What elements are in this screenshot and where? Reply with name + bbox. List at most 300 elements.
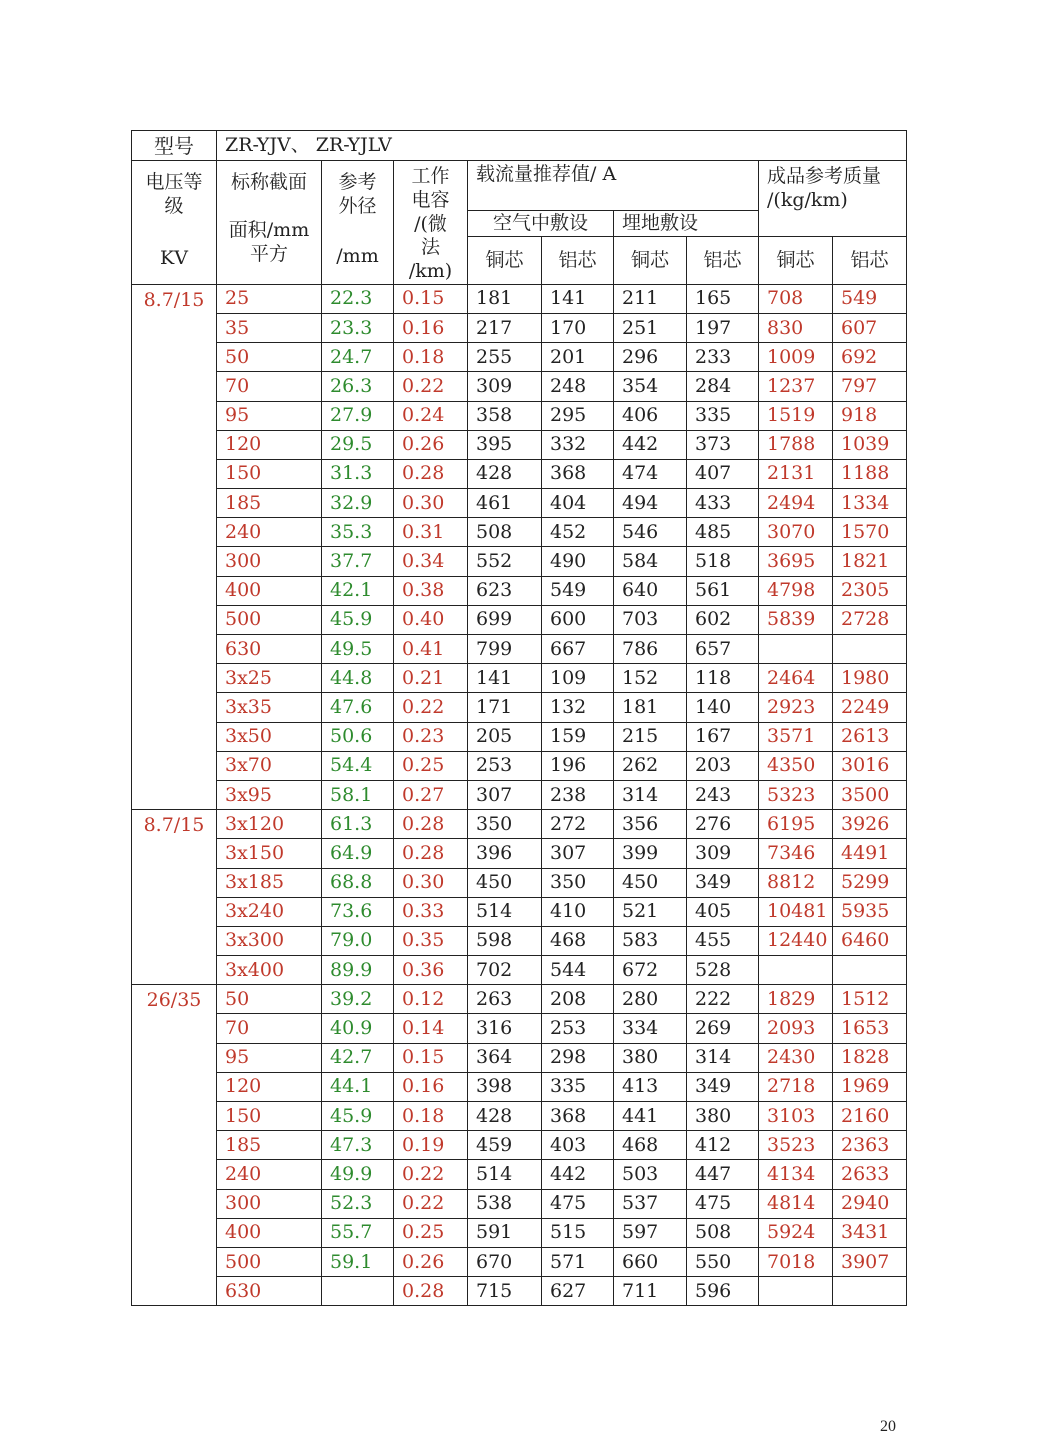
section-cell: 95 bbox=[217, 401, 322, 430]
air-aluminum-cell: 442 bbox=[542, 1160, 614, 1189]
weight-copper-cell: 1009 bbox=[759, 343, 833, 372]
section-header-line-1: 标称截面 bbox=[230, 171, 307, 193]
weight-aluminum-cell: 1821 bbox=[833, 547, 907, 576]
air-copper-cell: 538 bbox=[468, 1189, 542, 1218]
voltage-header bbox=[132, 161, 217, 285]
weight-copper-cell: 2923 bbox=[759, 693, 833, 722]
capacitance-cell: 0.22 bbox=[394, 1160, 468, 1189]
air-copper-cell: 217 bbox=[468, 313, 542, 342]
diameter-cell: 42.1 bbox=[322, 576, 394, 605]
air-copper-cell: 459 bbox=[468, 1131, 542, 1160]
ground-aluminum-cell: 349 bbox=[687, 868, 759, 897]
weight-copper-cell bbox=[759, 1277, 833, 1306]
page-number: 20 bbox=[880, 1418, 896, 1435]
weight-aluminum-cell: 5299 bbox=[833, 868, 907, 897]
air-copper-cell: 364 bbox=[468, 1043, 542, 1072]
table-row bbox=[132, 343, 907, 372]
section-cell: 50 bbox=[217, 985, 322, 1014]
capacitance-cell: 0.15 bbox=[394, 284, 468, 313]
weight-aluminum-cell: 1039 bbox=[833, 430, 907, 459]
diameter-cell: 68.8 bbox=[322, 868, 394, 897]
ground-aluminum-cell: 269 bbox=[687, 1014, 759, 1043]
ground-copper-cell: 356 bbox=[614, 810, 687, 839]
table-row bbox=[132, 693, 907, 722]
diameter-cell: 45.9 bbox=[322, 605, 394, 634]
diameter-header-line-2: 外径 bbox=[338, 194, 377, 217]
air-aluminum-cell: 410 bbox=[542, 897, 614, 926]
weight-copper-cell: 5323 bbox=[759, 780, 833, 809]
diameter-header-unit: /mm bbox=[336, 244, 379, 267]
air-aluminum-cell: 475 bbox=[542, 1189, 614, 1218]
air-copper-cell: 181 bbox=[468, 284, 542, 313]
capacitance-cell: 0.15 bbox=[394, 1043, 468, 1072]
capacitance-cell: 0.25 bbox=[394, 751, 468, 780]
weight-aluminum-cell: 1570 bbox=[833, 518, 907, 547]
ground-aluminum-cell: 508 bbox=[687, 1218, 759, 1247]
diameter-cell: 40.9 bbox=[322, 1014, 394, 1043]
weight-aluminum-cell: 1653 bbox=[833, 1014, 907, 1043]
ground-aluminum-cell: 140 bbox=[687, 693, 759, 722]
diameter-cell: 50.6 bbox=[322, 722, 394, 751]
diameter-cell: 49.9 bbox=[322, 1160, 394, 1189]
diameter-cell: 44.8 bbox=[322, 664, 394, 693]
diameter-cell: 31.3 bbox=[322, 459, 394, 488]
air-copper-cell: 428 bbox=[468, 459, 542, 488]
ground-copper-cell: 314 bbox=[614, 780, 687, 809]
weight-copper-cell: 2131 bbox=[759, 459, 833, 488]
ground-copper-cell: 786 bbox=[614, 635, 687, 664]
ground-aluminum-cell: 197 bbox=[687, 313, 759, 342]
ground-copper-cell: 380 bbox=[614, 1043, 687, 1072]
diameter-cell: 37.7 bbox=[322, 547, 394, 576]
weight-copper-cell: 5924 bbox=[759, 1218, 833, 1247]
capacitance-cell: 0.14 bbox=[394, 1014, 468, 1043]
section-cell: 3x400 bbox=[217, 956, 322, 985]
air-aluminum-cell: 335 bbox=[542, 1072, 614, 1101]
section-cell: 240 bbox=[217, 518, 322, 547]
table-row bbox=[132, 1072, 907, 1101]
weight-copper-cell: 1519 bbox=[759, 401, 833, 430]
weight-copper-cell: 3571 bbox=[759, 722, 833, 751]
voltage-cell: 8.7/15 bbox=[132, 810, 217, 985]
ground-aluminum-cell: 550 bbox=[687, 1247, 759, 1276]
capacitance-cell: 0.18 bbox=[394, 343, 468, 372]
ground-copper-cell: 413 bbox=[614, 1072, 687, 1101]
diameter-cell: 47.3 bbox=[322, 1131, 394, 1160]
diameter-cell: 35.3 bbox=[322, 518, 394, 547]
weight-aluminum-cell: 2249 bbox=[833, 693, 907, 722]
ground-aluminum-cell: 309 bbox=[687, 839, 759, 868]
capacitance-cell: 0.19 bbox=[394, 1131, 468, 1160]
diameter-cell: 54.4 bbox=[322, 751, 394, 780]
weight-copper-cell: 8812 bbox=[759, 868, 833, 897]
table-row bbox=[132, 985, 907, 1014]
ground-copper-cell: 583 bbox=[614, 926, 687, 955]
voltage-header-line-1: 电压等 bbox=[145, 171, 203, 193]
weight-copper-cell: 7018 bbox=[759, 1247, 833, 1276]
weight-aluminum-cell: 1334 bbox=[833, 489, 907, 518]
weight-copper-cell: 2464 bbox=[759, 664, 833, 693]
weight-copper-cell bbox=[759, 956, 833, 985]
weight-header-line-2: /(kg/km) bbox=[767, 188, 848, 211]
weight-header-line-1: 成品参考质量 bbox=[767, 165, 882, 187]
air-copper-cell: 670 bbox=[468, 1247, 542, 1276]
weight-aluminum-cell: 1980 bbox=[833, 664, 907, 693]
diameter-cell: 23.3 bbox=[322, 313, 394, 342]
ground-aluminum-cell: 518 bbox=[687, 547, 759, 576]
ground-copper-cell: 584 bbox=[614, 547, 687, 576]
table-row bbox=[132, 372, 907, 401]
section-cell: 3x50 bbox=[217, 722, 322, 751]
section-cell: 500 bbox=[217, 1247, 322, 1276]
ground-copper-cell: 406 bbox=[614, 401, 687, 430]
weight-copper-cell: 3695 bbox=[759, 547, 833, 576]
section-cell: 50 bbox=[217, 343, 322, 372]
table-row bbox=[132, 1102, 907, 1131]
table-row bbox=[132, 1014, 907, 1043]
ground-copper-header: 铜芯 bbox=[614, 237, 687, 285]
weight-copper-cell: 1237 bbox=[759, 372, 833, 401]
ground-copper-cell: 711 bbox=[614, 1277, 687, 1306]
air-copper-cell: 205 bbox=[468, 722, 542, 751]
table-row bbox=[132, 868, 907, 897]
weight-copper-cell: 4134 bbox=[759, 1160, 833, 1189]
weight-aluminum-cell: 5935 bbox=[833, 897, 907, 926]
ground-aluminum-cell: 602 bbox=[687, 605, 759, 634]
section-cell: 3x25 bbox=[217, 664, 322, 693]
ground-copper-cell: 494 bbox=[614, 489, 687, 518]
capacitance-cell: 0.28 bbox=[394, 839, 468, 868]
weight-copper-cell: 10481 bbox=[759, 897, 833, 926]
table-row bbox=[132, 284, 907, 313]
table-row bbox=[132, 897, 907, 926]
weight-copper-cell: 4350 bbox=[759, 751, 833, 780]
section-cell: 3x70 bbox=[217, 751, 322, 780]
ground-aluminum-cell: 433 bbox=[687, 489, 759, 518]
diameter-cell: 27.9 bbox=[322, 401, 394, 430]
table-row bbox=[132, 489, 907, 518]
weight-copper-cell: 1788 bbox=[759, 430, 833, 459]
ground-copper-cell: 474 bbox=[614, 459, 687, 488]
ground-copper-cell: 703 bbox=[614, 605, 687, 634]
weight-copper-cell: 4814 bbox=[759, 1189, 833, 1218]
ground-copper-cell: 672 bbox=[614, 956, 687, 985]
weight-aluminum-cell: 607 bbox=[833, 313, 907, 342]
air-copper-cell: 715 bbox=[468, 1277, 542, 1306]
diameter-cell: 44.1 bbox=[322, 1072, 394, 1101]
diameter-cell: 45.9 bbox=[322, 1102, 394, 1131]
capacitance-cell: 0.22 bbox=[394, 1189, 468, 1218]
ground-aluminum-cell: 165 bbox=[687, 284, 759, 313]
air-aluminum-cell: 368 bbox=[542, 1102, 614, 1131]
weight-aluminum-cell: 2633 bbox=[833, 1160, 907, 1189]
air-aluminum-cell: 600 bbox=[542, 605, 614, 634]
ground-copper-cell: 334 bbox=[614, 1014, 687, 1043]
air-copper-cell: 598 bbox=[468, 926, 542, 955]
air-aluminum-cell: 667 bbox=[542, 635, 614, 664]
table-row bbox=[132, 547, 907, 576]
ground-aluminum-cell: 485 bbox=[687, 518, 759, 547]
diameter-cell: 79.0 bbox=[322, 926, 394, 955]
weight-aluminum-cell: 1512 bbox=[833, 985, 907, 1014]
table-row bbox=[132, 401, 907, 430]
weight-aluminum-cell: 692 bbox=[833, 343, 907, 372]
capacitance-cell: 0.30 bbox=[394, 868, 468, 897]
ground-aluminum-cell: 118 bbox=[687, 664, 759, 693]
ground-aluminum-cell: 407 bbox=[687, 459, 759, 488]
table-row bbox=[132, 635, 907, 664]
section-header-line-3: 平方 bbox=[249, 242, 288, 265]
weight-aluminum-cell: 918 bbox=[833, 401, 907, 430]
air-aluminum-cell: 404 bbox=[542, 489, 614, 518]
section-cell: 25 bbox=[217, 284, 322, 313]
voltage-header-unit: KV bbox=[160, 246, 188, 269]
ground-copper-cell: 399 bbox=[614, 839, 687, 868]
ground-aluminum-cell: 596 bbox=[687, 1277, 759, 1306]
capacitance-cell: 0.38 bbox=[394, 576, 468, 605]
section-cell: 70 bbox=[217, 1014, 322, 1043]
weight-aluminum-cell: 797 bbox=[833, 372, 907, 401]
ground-copper-cell: 521 bbox=[614, 897, 687, 926]
table-row bbox=[132, 518, 907, 547]
diameter-cell: 64.9 bbox=[322, 839, 394, 868]
ground-copper-cell: 181 bbox=[614, 693, 687, 722]
model-label: 型号 bbox=[132, 131, 217, 161]
section-cell: 185 bbox=[217, 1131, 322, 1160]
air-aluminum-header: 铝芯 bbox=[542, 237, 614, 285]
header-row-1 bbox=[132, 161, 907, 211]
ground-aluminum-cell: 349 bbox=[687, 1072, 759, 1101]
weight-copper-cell: 1829 bbox=[759, 985, 833, 1014]
air-copper-cell: 396 bbox=[468, 839, 542, 868]
ground-aluminum-cell: 380 bbox=[687, 1102, 759, 1131]
section-cell: 150 bbox=[217, 459, 322, 488]
ground-aluminum-cell: 447 bbox=[687, 1160, 759, 1189]
table-row bbox=[132, 576, 907, 605]
weight-aluminum-cell: 3431 bbox=[833, 1218, 907, 1247]
diameter-cell: 61.3 bbox=[322, 810, 394, 839]
ground-copper-cell: 597 bbox=[614, 1218, 687, 1247]
section-cell: 185 bbox=[217, 489, 322, 518]
section-cell: 3x35 bbox=[217, 693, 322, 722]
section-cell: 3x185 bbox=[217, 868, 322, 897]
table-row bbox=[132, 664, 907, 693]
ground-aluminum-cell: 475 bbox=[687, 1189, 759, 1218]
weight-aluminum-cell bbox=[833, 956, 907, 985]
capacitance-cell: 0.12 bbox=[394, 985, 468, 1014]
diameter-cell bbox=[322, 1277, 394, 1306]
table-row bbox=[132, 1043, 907, 1072]
diameter-cell: 39.2 bbox=[322, 985, 394, 1014]
capacitance-cell: 0.35 bbox=[394, 926, 468, 955]
air-aluminum-cell: 201 bbox=[542, 343, 614, 372]
air-aluminum-cell: 109 bbox=[542, 664, 614, 693]
ground-copper-cell: 546 bbox=[614, 518, 687, 547]
weight-aluminum-cell: 3500 bbox=[833, 780, 907, 809]
ground-aluminum-cell: 222 bbox=[687, 985, 759, 1014]
ground-aluminum-cell: 233 bbox=[687, 343, 759, 372]
air-aluminum-cell: 544 bbox=[542, 956, 614, 985]
air-copper-cell: 395 bbox=[468, 430, 542, 459]
table-row bbox=[132, 751, 907, 780]
air-copper-cell: 255 bbox=[468, 343, 542, 372]
weight-copper-cell: 4798 bbox=[759, 576, 833, 605]
diameter-cell: 55.7 bbox=[322, 1218, 394, 1247]
weight-aluminum-cell: 1188 bbox=[833, 459, 907, 488]
air-copper-cell: 450 bbox=[468, 868, 542, 897]
capacitance-header-line-5: /km) bbox=[408, 260, 453, 282]
air-copper-cell: 623 bbox=[468, 576, 542, 605]
air-aluminum-cell: 515 bbox=[542, 1218, 614, 1247]
air-aluminum-cell: 298 bbox=[542, 1043, 614, 1072]
section-cell: 630 bbox=[217, 635, 322, 664]
ground-aluminum-cell: 561 bbox=[687, 576, 759, 605]
air-aluminum-cell: 468 bbox=[542, 926, 614, 955]
section-cell: 240 bbox=[217, 1160, 322, 1189]
weight-copper-cell: 2093 bbox=[759, 1014, 833, 1043]
air-aluminum-cell: 627 bbox=[542, 1277, 614, 1306]
air-copper-cell: 591 bbox=[468, 1218, 542, 1247]
ampacity-header: 载流量推荐值/ A bbox=[468, 161, 759, 211]
weight-aluminum-cell: 2305 bbox=[833, 576, 907, 605]
weight-copper-cell: 12440 bbox=[759, 926, 833, 955]
weight-copper-cell: 3103 bbox=[759, 1102, 833, 1131]
section-cell: 3x300 bbox=[217, 926, 322, 955]
air-copper-cell: 307 bbox=[468, 780, 542, 809]
air-aluminum-cell: 452 bbox=[542, 518, 614, 547]
section-cell: 300 bbox=[217, 1189, 322, 1218]
capacitance-cell: 0.21 bbox=[394, 664, 468, 693]
air-copper-cell: 263 bbox=[468, 985, 542, 1014]
capacitance-header-line-3: /(微 bbox=[414, 212, 447, 235]
table-row bbox=[132, 1160, 907, 1189]
weight-copper-cell: 2718 bbox=[759, 1072, 833, 1101]
section-cell: 400 bbox=[217, 1218, 322, 1247]
air-copper-cell: 461 bbox=[468, 489, 542, 518]
diameter-header-line-1: 参考 bbox=[338, 171, 377, 193]
voltage-header-line-2: 级 bbox=[164, 194, 184, 217]
capacitance-cell: 0.16 bbox=[394, 313, 468, 342]
weight-header bbox=[759, 161, 907, 237]
ground-aluminum-cell: 373 bbox=[687, 430, 759, 459]
section-cell: 120 bbox=[217, 430, 322, 459]
diameter-cell: 29.5 bbox=[322, 430, 394, 459]
section-cell: 400 bbox=[217, 576, 322, 605]
capacitance-cell: 0.40 bbox=[394, 605, 468, 634]
air-aluminum-cell: 248 bbox=[542, 372, 614, 401]
ground-aluminum-cell: 284 bbox=[687, 372, 759, 401]
table-row bbox=[132, 430, 907, 459]
capacitance-cell: 0.28 bbox=[394, 810, 468, 839]
ground-aluminum-header: 铝芯 bbox=[687, 237, 759, 285]
air-aluminum-cell: 132 bbox=[542, 693, 614, 722]
ground-aluminum-cell: 528 bbox=[687, 956, 759, 985]
air-aluminum-cell: 272 bbox=[542, 810, 614, 839]
air-aluminum-cell: 403 bbox=[542, 1131, 614, 1160]
table-row bbox=[132, 810, 907, 839]
ground-copper-cell: 211 bbox=[614, 284, 687, 313]
capacitance-header bbox=[394, 161, 468, 285]
ground-copper-cell: 280 bbox=[614, 985, 687, 1014]
weight-aluminum-cell: 3016 bbox=[833, 751, 907, 780]
ground-aluminum-cell: 276 bbox=[687, 810, 759, 839]
air-copper-cell: 316 bbox=[468, 1014, 542, 1043]
capacitance-cell: 0.26 bbox=[394, 1247, 468, 1276]
weight-aluminum-cell: 549 bbox=[833, 284, 907, 313]
weight-copper-cell: 3070 bbox=[759, 518, 833, 547]
weight-aluminum-cell bbox=[833, 1277, 907, 1306]
table-row bbox=[132, 1131, 907, 1160]
ground-copper-cell: 442 bbox=[614, 430, 687, 459]
weight-aluminum-cell: 2613 bbox=[833, 722, 907, 751]
air-copper-cell: 350 bbox=[468, 810, 542, 839]
capacitance-cell: 0.41 bbox=[394, 635, 468, 664]
air-aluminum-cell: 295 bbox=[542, 401, 614, 430]
ground-aluminum-cell: 335 bbox=[687, 401, 759, 430]
capacitance-cell: 0.34 bbox=[394, 547, 468, 576]
air-copper-cell: 171 bbox=[468, 693, 542, 722]
ground-copper-cell: 537 bbox=[614, 1189, 687, 1218]
diameter-cell: 49.5 bbox=[322, 635, 394, 664]
air-copper-cell: 398 bbox=[468, 1072, 542, 1101]
section-cell: 3x150 bbox=[217, 839, 322, 868]
diameter-cell: 89.9 bbox=[322, 956, 394, 985]
capacitance-cell: 0.36 bbox=[394, 956, 468, 985]
model-row bbox=[132, 131, 907, 161]
capacitance-cell: 0.28 bbox=[394, 1277, 468, 1306]
air-copper-cell: 799 bbox=[468, 635, 542, 664]
weight-copper-cell bbox=[759, 635, 833, 664]
section-cell: 120 bbox=[217, 1072, 322, 1101]
ground-copper-cell: 441 bbox=[614, 1102, 687, 1131]
air-aluminum-cell: 350 bbox=[542, 868, 614, 897]
diameter-cell: 47.6 bbox=[322, 693, 394, 722]
air-copper-cell: 309 bbox=[468, 372, 542, 401]
ground-copper-cell: 640 bbox=[614, 576, 687, 605]
weight-copper-cell: 6195 bbox=[759, 810, 833, 839]
weight-aluminum-header: 铝芯 bbox=[833, 237, 907, 285]
table-row bbox=[132, 926, 907, 955]
section-cell: 95 bbox=[217, 1043, 322, 1072]
weight-copper-cell: 7346 bbox=[759, 839, 833, 868]
weight-copper-header: 铜芯 bbox=[759, 237, 833, 285]
air-copper-cell: 514 bbox=[468, 1160, 542, 1189]
section-header bbox=[217, 161, 322, 285]
table-row bbox=[132, 1247, 907, 1276]
air-aluminum-cell: 571 bbox=[542, 1247, 614, 1276]
ground-copper-cell: 354 bbox=[614, 372, 687, 401]
capacitance-cell: 0.27 bbox=[394, 780, 468, 809]
ground-aluminum-cell: 412 bbox=[687, 1131, 759, 1160]
air-copper-cell: 358 bbox=[468, 401, 542, 430]
section-cell: 3x240 bbox=[217, 897, 322, 926]
weight-copper-cell: 830 bbox=[759, 313, 833, 342]
weight-aluminum-cell: 1969 bbox=[833, 1072, 907, 1101]
capacitance-header-line-1: 工作 bbox=[411, 165, 450, 187]
voltage-cell: 26/35 bbox=[132, 985, 217, 1306]
diameter-cell: 42.7 bbox=[322, 1043, 394, 1072]
table-row bbox=[132, 1277, 907, 1306]
air-copper-header: 铜芯 bbox=[468, 237, 542, 285]
ground-copper-cell: 468 bbox=[614, 1131, 687, 1160]
air-copper-cell: 508 bbox=[468, 518, 542, 547]
diameter-cell: 24.7 bbox=[322, 343, 394, 372]
capacitance-cell: 0.18 bbox=[394, 1102, 468, 1131]
air-aluminum-cell: 490 bbox=[542, 547, 614, 576]
air-copper-cell: 514 bbox=[468, 897, 542, 926]
capacitance-cell: 0.22 bbox=[394, 372, 468, 401]
voltage-cell: 8.7/15 bbox=[132, 284, 217, 809]
